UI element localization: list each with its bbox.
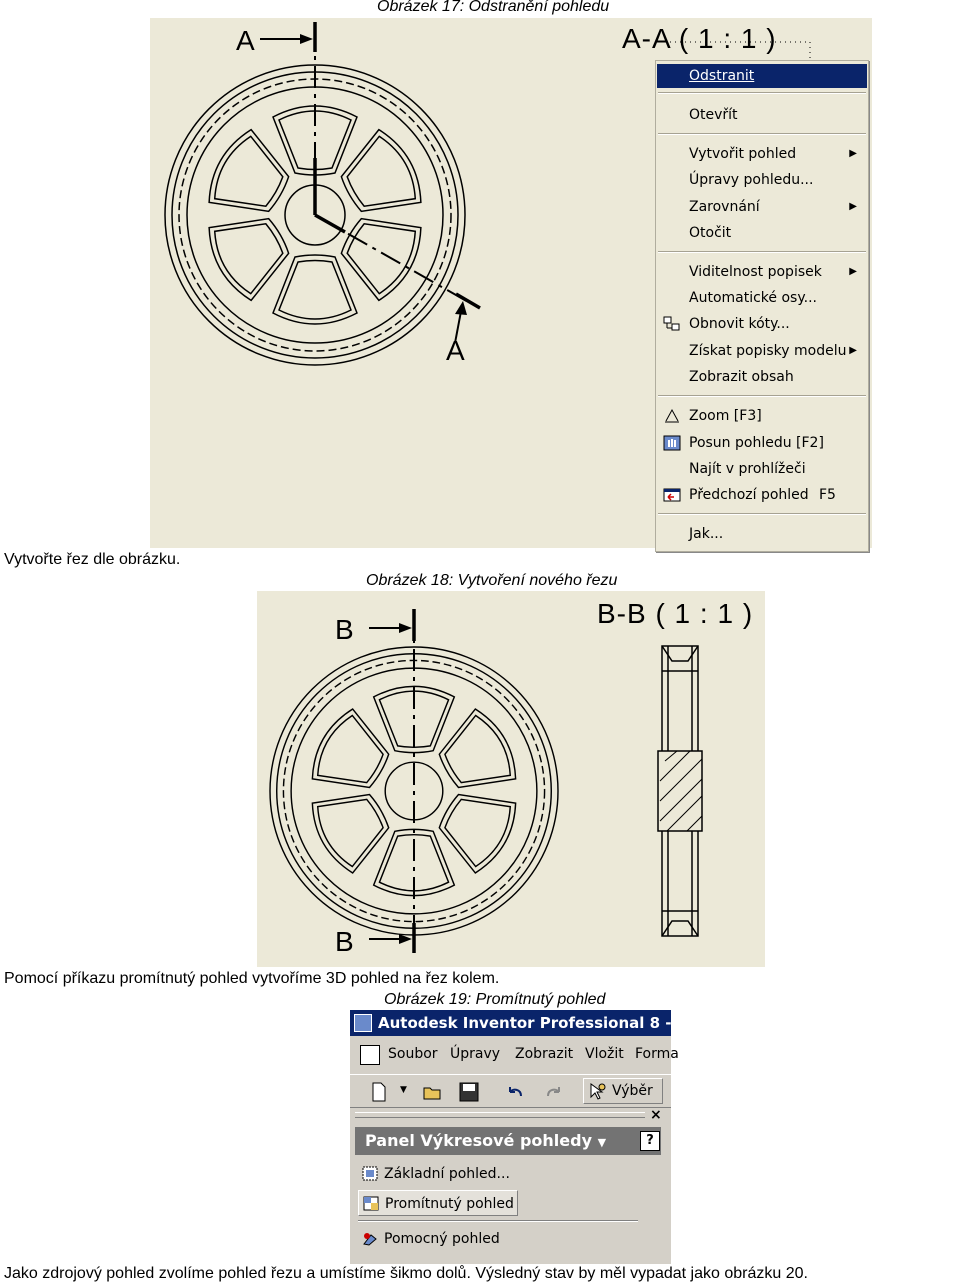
select-arrow-icon (588, 1082, 608, 1100)
cut-label-a-top: A (236, 25, 255, 56)
doc-icon (360, 1045, 380, 1065)
toolbar (350, 1074, 671, 1108)
help-icon[interactable]: ? (640, 1131, 660, 1151)
paragraph-3: Jako zdrojový pohled zvolíme pohled řezu a umístíme šikmo dolů. Výsledný stav by měl vypadat jako obrázku 20. (4, 1265, 808, 1282)
section-profile (658, 646, 702, 936)
menu-item-rotate[interactable]: Otočit (689, 225, 732, 241)
view-title-b-b: B-B ( 1 : 1 ) (597, 598, 754, 629)
pan-icon (663, 435, 681, 451)
auxiliary-view-icon (362, 1231, 378, 1246)
context-menu (655, 60, 869, 552)
inventor-window (350, 1010, 702, 1264)
figure-19-caption: Obrázek 19: Promítnutý pohled (384, 991, 606, 1008)
menu-item-get-model-annotations[interactable]: Získat popisky modelu ▶ (657, 339, 867, 363)
panel-item-base-view[interactable]: Základní pohled... (358, 1161, 510, 1187)
panel-separator (358, 1220, 638, 1222)
menu-item-create-view[interactable]: Vytvořit pohled ▶ (657, 142, 867, 166)
select-button[interactable]: Výběr (583, 1078, 663, 1104)
menu-item-update-dimensions[interactable]: Obnovit kóty... (657, 312, 867, 336)
update-dimensions-icon (663, 316, 681, 332)
menu-file[interactable]: Soubor (388, 1046, 438, 1062)
panel-header[interactable]: Panel Výkresové pohledy ▼ (355, 1127, 661, 1155)
panel-item-projected-view[interactable]: Promítnutý pohled (358, 1190, 518, 1216)
menu-item-pan-view[interactable]: Posun pohledu [F2] (657, 431, 867, 455)
window-title-bar: Autodesk Inventor Professional 8 - [re (350, 1010, 671, 1036)
paragraph-2: Pomocí příkazu promítnutý pohled vytvoříme 3D pohled na řez kolem. (4, 970, 500, 987)
chevron-down-icon: ▼ (597, 1136, 607, 1149)
figure-18 (257, 591, 765, 967)
submenu-arrow-icon: ▶ (849, 345, 857, 356)
menu-format[interactable]: Forma (635, 1046, 679, 1062)
panel-grip[interactable] (355, 1112, 645, 1118)
menu-item-zoom[interactable]: Zoom [F3] (657, 404, 867, 428)
cut-label-a-bottom: A (446, 335, 465, 366)
view-title-a-a: A-A ( 1 : 1 ) (622, 23, 777, 54)
menu-item-find-in-browser[interactable]: Najít v prohlížeči (689, 461, 806, 477)
menu-insert[interactable]: Vložit (585, 1046, 624, 1062)
submenu-arrow-icon: ▶ (849, 148, 857, 159)
wheel-drawing-b (257, 591, 765, 967)
paragraph-1: Vytvořte řez dle obrázku. (4, 551, 181, 568)
submenu-arrow-icon: ▶ (849, 266, 857, 277)
close-icon[interactable]: × (650, 1107, 662, 1123)
menu-item-previous-view[interactable]: Předchozí pohled F5 (657, 483, 867, 507)
save-icon[interactable] (458, 1081, 480, 1103)
undo-icon[interactable] (505, 1081, 527, 1103)
menu-item-show-contents[interactable]: Zobrazit obsah (689, 369, 794, 385)
cut-label-b-bottom: B (335, 926, 354, 957)
menu-item-annotation-visibility[interactable]: Viditelnost popisek ▶ (657, 260, 867, 284)
figure-17-caption: Obrázek 17: Odstranění pohledu (377, 0, 610, 15)
panel-item-auxiliary-view[interactable]: Pomocný pohled (358, 1226, 500, 1252)
redo-icon[interactable] (542, 1081, 564, 1103)
menu-item-automatic-axes[interactable]: Automatické osy... (689, 290, 817, 306)
new-dropdown-icon[interactable]: ▼ (400, 1085, 407, 1095)
menu-item-how-to[interactable]: Jak... (689, 526, 724, 542)
zoom-icon (663, 408, 681, 424)
menu-item-open[interactable]: Otevřít (689, 107, 738, 123)
open-icon[interactable] (422, 1081, 444, 1103)
submenu-arrow-icon: ▶ (849, 201, 857, 212)
menu-bar (350, 1040, 679, 1070)
menu-item-delete[interactable]: Odstranit (657, 64, 867, 88)
cut-label-b-top: B (335, 614, 354, 645)
new-icon[interactable] (368, 1081, 390, 1103)
previous-view-icon (663, 487, 681, 503)
menu-item-alignment[interactable]: Zarovnání ▶ (657, 195, 867, 219)
figure-18-caption: Obrázek 18: Vytvoření nového řezu (366, 572, 618, 589)
menu-edit[interactable]: Úpravy (450, 1046, 501, 1062)
app-icon (354, 1014, 372, 1032)
menu-item-edit-view[interactable]: Úpravy pohledu... (689, 172, 814, 188)
figure-17 (150, 18, 872, 548)
menu-view[interactable]: Zobrazit (515, 1046, 574, 1062)
projected-view-icon (363, 1196, 379, 1211)
base-view-icon (362, 1166, 378, 1181)
